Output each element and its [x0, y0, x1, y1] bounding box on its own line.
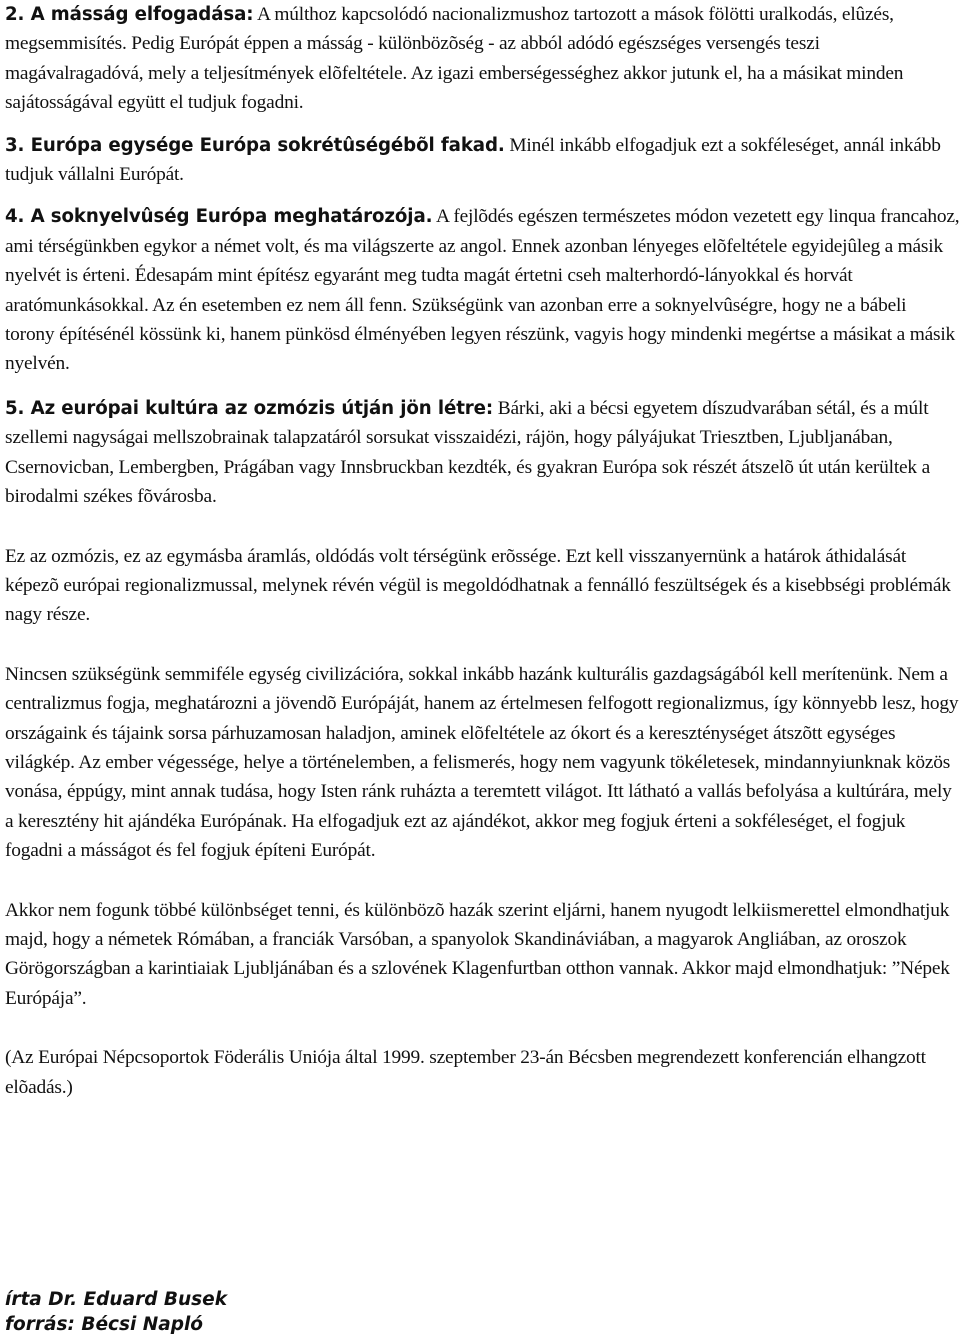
peoples-europe-paragraph: Akkor nem fogunk többé különbséget tenni, és különbözõ hazák szerint eljárni, hanem nyugodt lelkiismerettel elmondhatjuk majd, hogy a németek Rómában, a franciák Varsóban, a spanyolok Skandináviában, a magyarok Angliában, az oroszok Görögországban a karintiaiak Ljubljánában és a szlovének Klagenfurtban otthon vannak. Akkor majd elmondhatjuk: ”Népek Európája”.: [5, 899, 950, 1009]
section-3-text: Minél inkább elfogadjuk ezt a sokféleséget, annál inkább tudjuk vállalni Európát.: [5, 134, 941, 186]
section-3-heading: 3. Európa egysége Európa sokrétûségébõl fakad.: [5, 134, 505, 156]
section-5-heading: 5. Az európai kultúra az ozmózis útján jön létre:: [5, 397, 494, 419]
section-2-heading: 2. A másság elfogadása:: [5, 4, 254, 25]
section-4-paragraph: [5, 202, 960, 378]
source-line: forrás: Bécsi Napló: [5, 1313, 204, 1335]
signature-block: [5, 1288, 227, 1337]
section-3-paragraph: [5, 131, 960, 190]
section-2-text: A múlthoz kapcsolódó nacionalizmushoz tartozott a mások fölötti uralkodás, elûzés, megsemmisítés. Pedig Európát éppen a másság - különbözõség - az abból adódó egészséges versengés teszi magávalragadóvá, mely a teljesítmények elõfeltétele. Az igazi emberségességhez akkor jutunk el, ha a másikat minden sajátosságával együtt el tudjuk fogadni.: [5, 4, 904, 114]
section-5-paragraph: [5, 394, 960, 512]
osmosis-paragraph: Ez az ozmózis, ez az egymásba áramlás, oldódás volt térségünk erõssége. Ezt kell visszanyernünk a határok áthidalását képezõ európai regionalizmussal, melynek révén végül is megoldódhatnak a fennálló feszültségek és a kisebbségi problémák nagy része.: [5, 545, 951, 626]
regionalism-paragraph: Nincsen szükségünk semmiféle egység civilizációra, sokkal inkább hazánk kulturális gazdagságából kell merítenünk. Nem a centralizmus fogja, meghatározni a jövendõ Európáját, hanem az értelmesen felfogott regionalizmus, így könnyebb lesz, hogy országaink és tájaink sorsa párhuzamosan haladjon, aminek elõfeltétele az ókort és a kereszténységet átszõtt egységes világkép. Az ember végessége, helye a történelemben, a felismerés, hogy nem vagyunk tökéletesek, mindannyiunknak közös vonása, éppúgy, mint annak tudása, hogy Isten ránk ruházta a teremtett világot. Itt látható a vallás befolyása a kultúrára, mely a keresztény hit ajándéka Európának. Ha elfogadjuk ezt az ajándékot, akkor meg fogjuk érteni a sokféleséget, el fogjuk fogadni a másságot és fel fogjuk építeni Európát.: [5, 663, 959, 862]
article-body: [5, 0, 960, 1102]
section-5-text: Bárki, aki a bécsi egyetem díszudvarában sétál, és a múlt szellemi nagyságai mellszobrainak talapzatáról sorsukat visszaidézi, rájön, hogy pályájukat Triesztben, Ljubljanában, Csernovicban, Lembergben, Prágában vagy Innsbruckban kezdték, és gyakran Európa sok részét átszelõ út után kerültek a birodalmi székes fõvárosba.: [5, 397, 930, 508]
author-line: írta Dr. Eduard Busek: [5, 1289, 228, 1310]
source-note: (Az Európai Népcsoportok Föderális Uniója által 1999. szeptember 23-án Bécsben megrendezett konferencián elhangzott elõadás.): [5, 1047, 926, 1098]
section-2-paragraph: [5, 0, 960, 118]
section-4-heading: 4. A soknyelvûség Európa meghatározója.: [5, 206, 433, 228]
section-4-text: A fejlõdés egészen természetes módon vezetett egy linqua francahoz, ami térségünkben egykor a német volt, és ma világszerte az angol. Ennek azonban lényeges elõfeltétele egyidejûleg a másik nyelvét is érteni. Édesapám mint építész egyaránt meg tudta magát értetni cseh malterhordó-lányokkal és horvát aratómunkásokkal. Az én esetemben ez nem áll fenn. Szükségünk van azonban erre a soknyelvûségre, hogy ne a bábeli torony építésénél kössünk ki, hanem pünkösd élményében legyen részünk, vagyis hogy mindenki megértse a másikat a másik nyelvén.: [5, 206, 960, 375]
